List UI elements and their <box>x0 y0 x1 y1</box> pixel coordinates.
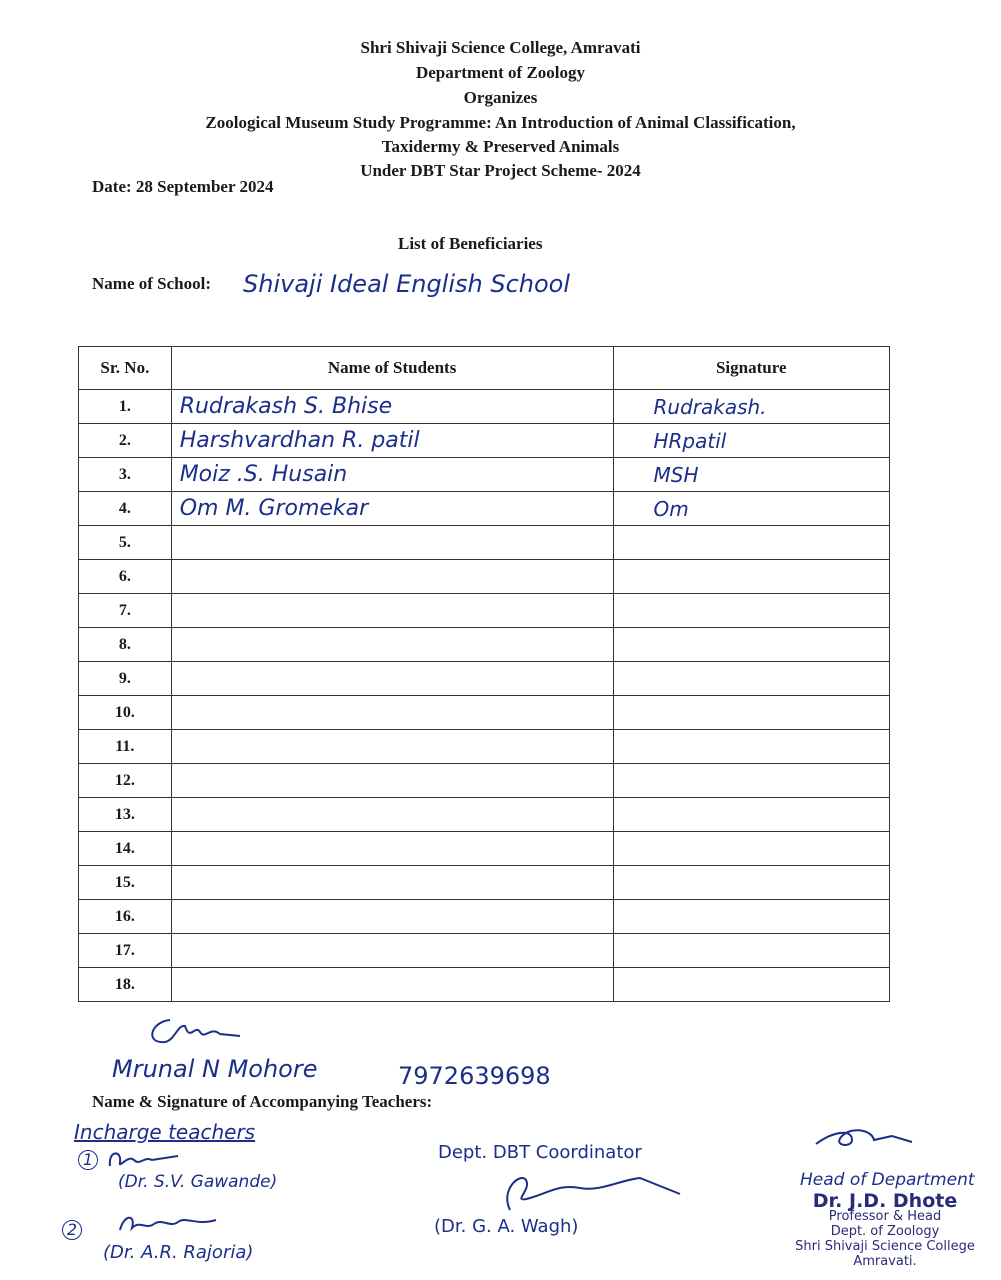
table-row <box>79 968 890 1002</box>
programme-title-line2: Taxidermy & Preserved Animals <box>381 137 620 156</box>
student-signature <box>614 973 654 997</box>
student-name <box>172 530 180 555</box>
table-row <box>79 390 890 424</box>
table-row <box>79 900 890 934</box>
student-name: Rudrakash S. Bhise <box>179 394 393 419</box>
signature-scribble-2 <box>116 1210 226 1236</box>
row-number: 16. <box>79 900 172 934</box>
row-number: 15. <box>79 866 172 900</box>
row-number: 17. <box>79 934 172 968</box>
row-number: 4. <box>79 492 172 526</box>
row-number: 8. <box>79 628 172 662</box>
stamp-line-1: Professor & Head <box>828 1209 942 1224</box>
signature-cell <box>613 628 890 662</box>
hod-title: Head of Department <box>800 1170 975 1190</box>
signature-cell <box>613 934 890 968</box>
student-name-cell <box>171 390 613 424</box>
student-name-cell <box>171 730 613 764</box>
student-signature <box>614 871 654 895</box>
student-name: Om M. Gromekar <box>179 496 369 521</box>
incharge-number-1: 1 <box>78 1150 98 1170</box>
table-row <box>79 764 890 798</box>
stamp-line-4: Amravati. <box>853 1254 917 1269</box>
table-row <box>79 458 890 492</box>
student-name: Harshvardhan R. patil <box>179 428 420 453</box>
signature-scribble-1 <box>104 1146 184 1174</box>
student-name-cell <box>171 424 613 458</box>
signature-cell <box>613 900 890 934</box>
student-name-cell <box>171 900 613 934</box>
table-row <box>79 798 890 832</box>
student-name-cell <box>171 764 613 798</box>
student-signature <box>614 769 654 793</box>
row-number: 3. <box>79 458 172 492</box>
student-name <box>172 938 180 963</box>
programme-title-line1: Zoological Museum Study Programme: An Introduction of Animal Classification, <box>205 113 796 132</box>
student-signature <box>614 735 654 759</box>
student-name <box>172 870 180 895</box>
student-name <box>172 904 180 929</box>
school-label: Name of School: <box>92 274 211 293</box>
scheme-line: Under DBT Star Project Scheme- 2024 <box>360 161 641 180</box>
row-number: 6. <box>79 560 172 594</box>
student-signature <box>614 599 654 623</box>
school-name-handwritten: Shivaji Ideal English School <box>243 270 571 298</box>
signature-cell <box>613 492 890 526</box>
incharge-teacher-2: (Dr. A.R. Rajoria) <box>103 1242 254 1263</box>
table-row <box>79 526 890 560</box>
student-signature: MSH <box>653 462 699 487</box>
student-name: Moiz .S. Husain <box>179 462 348 487</box>
organizes-label: Organizes <box>463 88 538 107</box>
hod-signature <box>812 1122 922 1157</box>
table-row <box>79 594 890 628</box>
student-signature <box>614 667 654 691</box>
coordinator-title: Dept. DBT Coordinator <box>438 1142 642 1163</box>
student-name <box>172 802 180 827</box>
signature-cell <box>613 798 890 832</box>
student-signature: Rudrakash. <box>653 394 767 419</box>
table-row <box>79 628 890 662</box>
row-number: 9. <box>79 662 172 696</box>
student-signature <box>614 701 654 725</box>
student-name <box>172 972 180 997</box>
teacher-phone: 7972639698 <box>398 1062 551 1090</box>
student-name-cell <box>171 560 613 594</box>
student-signature <box>614 905 654 929</box>
student-name-cell <box>171 628 613 662</box>
table-row <box>79 492 890 526</box>
signature-cell <box>613 560 890 594</box>
student-signature <box>614 939 654 963</box>
row-number: 5. <box>79 526 172 560</box>
list-title: List of Beneficiaries <box>398 234 543 253</box>
hod-signature-scribble <box>812 1122 922 1152</box>
row-number: 12. <box>79 764 172 798</box>
row-number: 14. <box>79 832 172 866</box>
coordinator-signature-scribble <box>490 1170 690 1214</box>
student-name-cell <box>171 866 613 900</box>
table-row <box>79 560 890 594</box>
student-signature <box>614 803 654 827</box>
row-number: 13. <box>79 798 172 832</box>
header-student-name: Name of Students <box>171 347 613 390</box>
header-signature: Signature <box>613 347 890 390</box>
student-name <box>172 700 180 725</box>
row-number: 11. <box>79 730 172 764</box>
signature-cell <box>613 458 890 492</box>
student-name-cell <box>171 832 613 866</box>
signature-cell <box>613 594 890 628</box>
table-row <box>79 662 890 696</box>
student-name-cell <box>171 594 613 628</box>
student-name <box>172 768 180 793</box>
hod-stamp <box>770 1172 1000 1269</box>
student-name-cell <box>171 662 613 696</box>
incharge-number-2: 2 <box>62 1220 82 1240</box>
incharge-signature-2 <box>116 1210 226 1240</box>
incharge-title: Incharge teachers <box>74 1120 256 1144</box>
row-number: 10. <box>79 696 172 730</box>
row-number: 7. <box>79 594 172 628</box>
beneficiaries-table <box>78 346 890 1002</box>
table-row <box>79 832 890 866</box>
signature-cell <box>613 764 890 798</box>
teacher-signature-scribble <box>140 1012 250 1052</box>
table-row <box>79 730 890 764</box>
coordinator-signature <box>490 1170 690 1218</box>
accompanying-teachers-label: Name & Signature of Accompanying Teachers: <box>92 1092 433 1111</box>
student-signature: Om <box>653 496 689 521</box>
signature-cell <box>613 390 890 424</box>
stamp-line-3: Shri Shivaji Science College <box>795 1239 975 1254</box>
signature-cell <box>613 832 890 866</box>
student-name-cell <box>171 934 613 968</box>
row-number: 18. <box>79 968 172 1002</box>
signature-cell <box>613 424 890 458</box>
student-name <box>172 836 180 861</box>
coordinator-name: (Dr. G. A. Wagh) <box>434 1216 579 1237</box>
student-name-cell <box>171 798 613 832</box>
incharge-teacher-1: (Dr. S.V. Gawande) <box>118 1172 278 1192</box>
student-signature <box>614 837 654 861</box>
teacher-signature <box>140 1012 250 1058</box>
student-name-cell <box>171 492 613 526</box>
signature-cell <box>613 662 890 696</box>
student-name <box>172 734 180 759</box>
department-name: Department of Zoology <box>415 63 586 82</box>
table-row <box>79 866 890 900</box>
table-row <box>79 696 890 730</box>
stamp-line-2: Dept. of Zoology <box>830 1224 940 1239</box>
signature-cell <box>613 866 890 900</box>
signature-cell <box>613 526 890 560</box>
college-name: Shri Shivaji Science College, Amravati <box>360 38 641 57</box>
signature-cell <box>613 730 890 764</box>
student-name-cell <box>171 696 613 730</box>
student-name <box>172 666 180 691</box>
row-number: 2. <box>79 424 172 458</box>
table-row <box>79 424 890 458</box>
event-date: Date: 28 September 2024 <box>92 177 274 196</box>
student-signature: HRpatil <box>653 428 727 453</box>
student-signature <box>614 565 654 589</box>
student-signature <box>614 633 654 657</box>
signature-cell <box>613 968 890 1002</box>
row-number: 1. <box>79 390 172 424</box>
student-signature <box>614 531 654 555</box>
table-row <box>79 934 890 968</box>
student-name-cell <box>171 526 613 560</box>
teacher-name-handwritten: Mrunal N Mohore <box>112 1055 318 1083</box>
student-name-cell <box>171 968 613 1002</box>
table-header-row <box>79 347 890 390</box>
signature-cell <box>613 696 890 730</box>
stamp-name: Dr. J.D. Dhote <box>812 1190 958 1212</box>
student-name-cell <box>171 458 613 492</box>
header-sr-no: Sr. No. <box>79 347 172 390</box>
student-name <box>172 598 180 623</box>
student-name <box>172 632 180 657</box>
student-name <box>172 564 180 589</box>
